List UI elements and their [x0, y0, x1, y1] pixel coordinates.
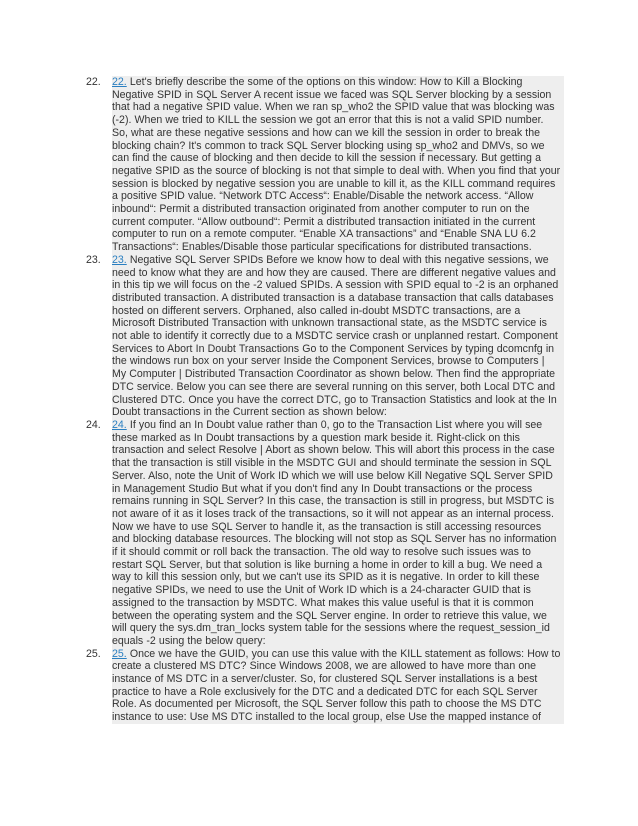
item-text: Negative SQL Server SPIDs Before we know how to deal with this negative sessions, we need to know what they are and how they are caused. There are different negative values and in this tip we will focus on the -2 valued SPIDs. A session with SPID equal to -2 is an orphaned distributed transaction. A distributed transaction is a database transaction that calls databases hosted on different servers. Orphaned, also called in-doubt MSDTC transactions, are a Microsoft Distributed Transaction with unknown transactional state, as the MSDTC service is not able to identify it correctly due to a MSDTC service crash or unplanned restart. Component Services to Abort In Doubt Transactions Go to the Component Services by typing dcomcnfg in the windows run box on your server Inside the Component Services, browse to Computers | My Computer | Distributed Transaction Coordinator as shown below. Then find the appropriate DTC service. Below you can see there are several running on this server, both Local DTC and Clustered DTC. Once you have the correct DTC, go to Transaction Statistics and look at the In Doubt transactions in the Current section as shown below:: [112, 253, 559, 419]
list-item: [86, 419, 564, 648]
item-number: 23.: [86, 253, 101, 266]
item-number: 25.: [86, 647, 101, 660]
item-paragraph: [112, 648, 564, 724]
numbered-list: [86, 76, 564, 724]
item-link[interactable]: 23.: [112, 253, 127, 266]
item-paragraph: [112, 76, 564, 254]
item-text: Let's briefly describe the some of the options on this window: How to Kill a Blocking Negative SPID in SQL Server A recent issue we faced was SQL Server blocking by a session that had a negative SPID value. When we ran sp_who2 the SPID value that was blocking was (-2). When we tried to KILL the session we got an error that this is not a valid SPID number. So, what are these negative sessions and how can we kill the session in order to break the blocking chain? It's common to track SQL Server blocking using sp_who2 and DMVs, so we can find the cause of blocking and then decide to kill the session if necessary. But getting a negative SPID as the source of blocking is not that simple to deal with. When you find that your session is blocked by negative session you are unable to kill it, as the KILL command requires a positive SPID value. “Network DTC Access“: Enable/Disable the network access. “Allow inbound“: Permit a distributed transaction originated from another computer to run on the current computer. “Allow outbound“: Permit a distributed transaction initiated in the current computer to run on a remote computer. “Enable XA transactions” and “Enable SNA LU 6.2 Transactions“: Enables/Disable those particular specifications for distributed transactions.: [112, 76, 561, 254]
list-item: [86, 648, 564, 724]
item-paragraph: [112, 254, 564, 419]
item-number: 22.: [86, 76, 101, 88]
list-item: [86, 254, 564, 419]
item-link[interactable]: 25.: [112, 647, 127, 660]
item-text: If you find an In Doubt value rather than 0, go to the Transaction List where you will see these marked as In Doubt transactions by a question mark beside it. Right-click on this transaction and select Resolve | Abort as shown below. This will abort this process in the case that the transaction is still visible in the MSDTC GUI and should terminate the session in SQL Server. Also, note the Unit of Work ID which we will use below Kill Negative SQL Server SPID in Management Studio But what if you don't find any In Doubt transactions or the process remains running in SQL Server? In this case, the transaction is still in progress, but MSDTC is not aware of it as it loses track of the transactions, so it will not appear as an internal process. Now we have to use SQL Server to handle it, as the transaction is still accessing resources and blocking database resources. The blocking will not stop as SQL Server has no information if it should commit or roll back the transaction. The old way to resolve such issues was to restart SQL Server, but that solution is like burning a home in order to kill a bug. We need a way to kill this session only, but we can't use its SPID as it is negative. In order to kill these negative SPIDs, we need to use the Unit of Work ID which is a 24-character GUID that is assigned to the transaction by MSDTC. What makes this value useful is that it is common between the operating system and the SQL Server engine. In order to retrieve this value, we will query the sys.dm_tran_locks system table for the sessions where the request_session_id equals -2 using the below query:: [112, 418, 557, 647]
item-number: 24.: [86, 418, 101, 431]
list-item: [86, 76, 564, 254]
item-paragraph: [112, 419, 564, 648]
item-link[interactable]: 22.: [112, 76, 127, 88]
item-text: Once we have the GUID, you can use this value with the KILL statement as follows: How to create a clustered MS DTC? Since Windows 2008, we are allowed to have more than one instance of MS DTC in a server/cluster. So, for clustered SQL Server installations is a best practice to have a Role exclusively for the DTC and a dedicated DTC for each SQL Server Role. As documented per Microsoft, the SQL Server follow this path to choose the MS DTC instance to use: Use MS DTC installed to the local group, else Use the mapped instance of: [112, 647, 561, 724]
item-link[interactable]: 24.: [112, 418, 127, 431]
